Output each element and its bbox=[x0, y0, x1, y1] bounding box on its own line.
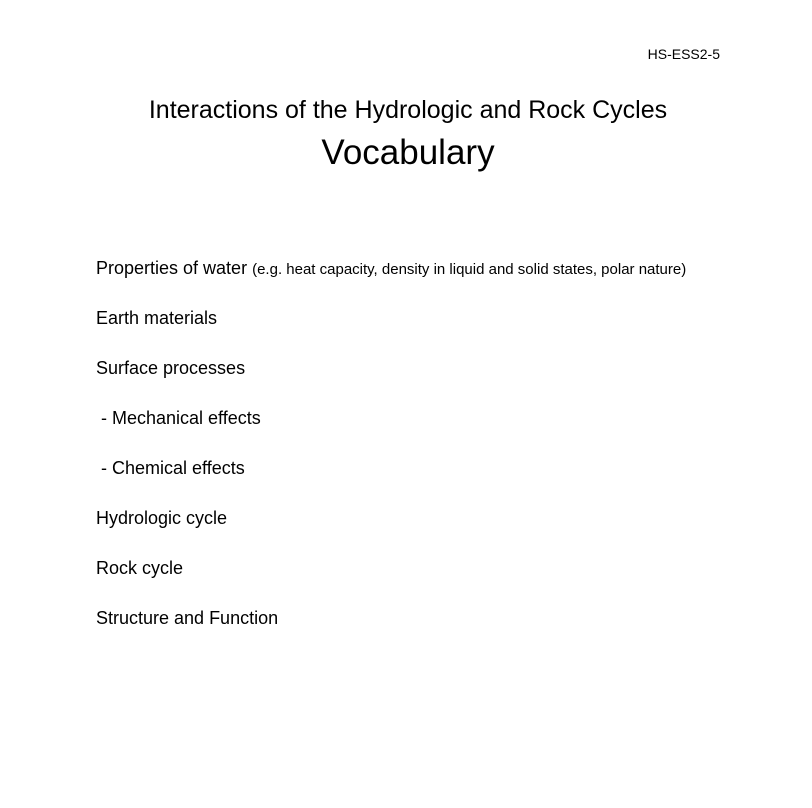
vocab-term: Rock cycle bbox=[96, 558, 184, 578]
vocab-item bbox=[96, 555, 686, 605]
vocab-item bbox=[96, 405, 686, 455]
vocab-item bbox=[96, 505, 686, 555]
vocab-term: Properties of water bbox=[96, 258, 248, 278]
vocab-item bbox=[96, 455, 686, 505]
vocab-note: (e.g. heat capacity, density in liquid and solid states, polar nature) bbox=[252, 261, 687, 278]
page-subtitle: Vocabulary bbox=[321, 133, 495, 172]
vocab-term: Structure and Function bbox=[96, 608, 279, 628]
vocab-item bbox=[96, 305, 686, 355]
vocab-term: Earth materials bbox=[96, 308, 218, 328]
vocab-item bbox=[96, 355, 686, 405]
vocab-term: Hydrologic cycle bbox=[96, 508, 228, 528]
vocab-item bbox=[96, 605, 686, 655]
vocab-item bbox=[96, 255, 686, 305]
standard-code: HS-ESS2-5 bbox=[647, 46, 720, 62]
vocab-term: Surface processes bbox=[96, 358, 246, 378]
vocab-term: - Mechanical effects bbox=[96, 408, 261, 428]
vocabulary-list bbox=[96, 255, 686, 655]
page-title: Interactions of the Hydrologic and Rock Cycles bbox=[148, 96, 668, 124]
vocab-term: - Chemical effects bbox=[96, 458, 245, 478]
